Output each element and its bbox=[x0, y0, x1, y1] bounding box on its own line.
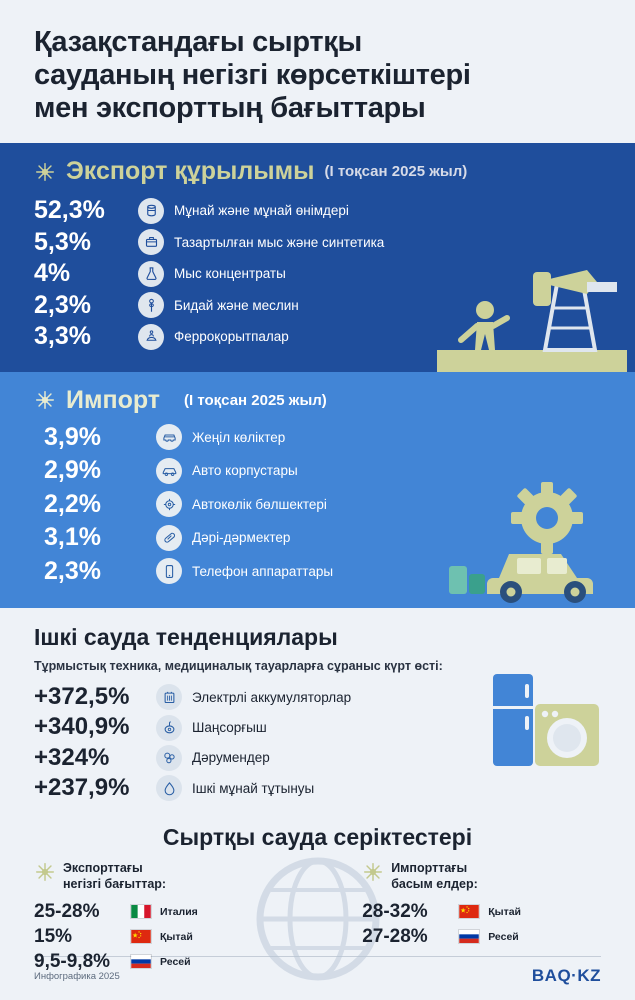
export-label-3: Бидай және меслин bbox=[174, 297, 299, 313]
title-line-3: мен экспорттың бағыттары bbox=[34, 92, 426, 125]
phone-icon bbox=[156, 558, 182, 584]
alloy-icon bbox=[138, 324, 164, 350]
title-line-2: сауданың негізгі көрсеткіштері bbox=[34, 59, 471, 92]
export-value-1: 5,3% bbox=[34, 227, 91, 256]
car-parts-icon bbox=[156, 491, 182, 517]
page-title bbox=[34, 26, 601, 125]
import-partners-heading bbox=[362, 861, 601, 892]
import-partners-heading-text bbox=[391, 861, 478, 892]
table-row bbox=[34, 901, 295, 923]
page-header bbox=[0, 0, 635, 135]
brand-logo: BAQ·KZ bbox=[531, 966, 601, 985]
import-partner-country-0: Қытай bbox=[488, 905, 521, 918]
import-label-1: Авто корпустары bbox=[192, 463, 298, 479]
export-partner-country-1: Қытай bbox=[160, 930, 193, 943]
import-label-4: Телефон аппараттары bbox=[192, 563, 334, 579]
import-label-3: Дәрі-дәрмектер bbox=[192, 530, 291, 546]
export-label-0: Мұнай және мұнай өнімдері bbox=[174, 203, 349, 219]
russia-flag-icon bbox=[458, 929, 480, 944]
vitamins-icon bbox=[156, 745, 182, 771]
snowflake-icon bbox=[34, 861, 56, 883]
export-label-1: Тазартылған мыс және синтетика bbox=[174, 234, 385, 250]
oil-drop-icon bbox=[156, 775, 182, 801]
domestic-title: Ішкі сауда тенденциялары bbox=[34, 624, 338, 651]
pill-icon bbox=[156, 525, 182, 551]
import-label-2: Автокөлік бөлшектері bbox=[192, 496, 327, 512]
battery-icon bbox=[156, 684, 182, 710]
oil-barrel-icon bbox=[138, 198, 164, 224]
list-item bbox=[34, 291, 601, 321]
export-list bbox=[34, 196, 601, 352]
russia-flag-icon bbox=[130, 954, 152, 969]
export-title: Экспорт құрылымы bbox=[66, 157, 315, 186]
export-value-2: 4% bbox=[34, 259, 71, 288]
export-value-3: 2,3% bbox=[34, 290, 91, 319]
domestic-label-1: Шаңсорғыш bbox=[192, 720, 267, 736]
list-item bbox=[34, 259, 601, 289]
domestic-value-2: +324% bbox=[34, 743, 110, 771]
import-partner-value-1: 27-28% bbox=[362, 925, 428, 947]
snowflake-icon bbox=[362, 861, 384, 883]
table-row bbox=[362, 926, 601, 948]
domestic-subtitle: Тұрмыстық техника, медициналық тауарларға сұраныс күрт өсті: bbox=[34, 659, 443, 674]
domestic-value-0: +372,5% bbox=[34, 683, 130, 711]
footer-credit: Инфографика 2025 bbox=[34, 970, 120, 982]
list-item bbox=[34, 557, 601, 587]
car-icon bbox=[156, 424, 182, 450]
flask-icon bbox=[138, 261, 164, 287]
italy-flag-icon bbox=[130, 904, 152, 919]
wheat-icon bbox=[138, 292, 164, 318]
list-item bbox=[34, 490, 601, 520]
table-row bbox=[34, 951, 295, 973]
domestic-list bbox=[34, 683, 601, 802]
vacuum-icon bbox=[156, 715, 182, 741]
table-row bbox=[362, 901, 601, 923]
import-partners-heading-line1: Импорттағы bbox=[391, 861, 468, 876]
list-item bbox=[34, 456, 601, 486]
china-flag-icon bbox=[130, 929, 152, 944]
table-row bbox=[34, 926, 295, 948]
import-label-0: Жеңіл көліктер bbox=[192, 429, 286, 445]
domestic-value-1: +340,9% bbox=[34, 713, 130, 741]
import-section bbox=[0, 372, 635, 609]
export-label-2: Мыс концентраты bbox=[174, 266, 286, 282]
list-item bbox=[34, 713, 601, 741]
import-title: Импорт bbox=[66, 385, 161, 414]
list-item bbox=[34, 523, 601, 553]
import-partner-value-0: 28-32% bbox=[362, 900, 428, 922]
import-partner-country-1: Ресей bbox=[488, 930, 519, 943]
import-partners-heading-line2: басым елдер: bbox=[391, 877, 478, 892]
import-period: (I тоқсан 2025 жыл) bbox=[184, 391, 327, 409]
export-period: (I тоқсан 2025 жыл) bbox=[324, 163, 468, 181]
import-list bbox=[34, 423, 601, 587]
domestic-label-3: Ішкі мұнай тұтынуы bbox=[192, 780, 315, 796]
copper-icon bbox=[138, 229, 164, 255]
trade-partners-section bbox=[0, 814, 635, 975]
export-partner-country-0: Италия bbox=[160, 905, 198, 918]
snowflake-icon bbox=[34, 389, 56, 411]
export-partners-heading-line1: Экспорттағы bbox=[63, 861, 143, 876]
export-partners-column bbox=[34, 861, 295, 975]
export-value-4: 3,3% bbox=[34, 322, 91, 351]
list-item bbox=[34, 774, 601, 802]
import-value-1: 2,9% bbox=[44, 456, 101, 485]
domestic-value-3: +237,9% bbox=[34, 774, 130, 802]
list-item bbox=[34, 423, 601, 453]
partners-columns bbox=[34, 861, 601, 975]
export-partner-country-2: Ресей bbox=[160, 955, 191, 968]
title-line-1: Қазақстандағы сыртқы bbox=[34, 26, 362, 58]
list-item bbox=[34, 322, 601, 352]
import-title-row bbox=[34, 386, 601, 415]
list-item bbox=[34, 744, 601, 772]
export-partner-value-2: 9,5-9,8% bbox=[34, 950, 111, 972]
import-partners-column bbox=[340, 861, 601, 975]
export-partner-value-0: 25-28% bbox=[34, 900, 100, 922]
list-item bbox=[34, 228, 601, 258]
import-value-3: 3,1% bbox=[44, 523, 101, 552]
domestic-label-2: Дәрумендер bbox=[192, 750, 270, 766]
partners-title: Сыртқы сауда серіктестері bbox=[162, 824, 473, 851]
car-body-icon bbox=[156, 458, 182, 484]
import-value-2: 2,2% bbox=[44, 489, 101, 518]
export-partners-heading-text bbox=[63, 861, 166, 892]
import-value-0: 3,9% bbox=[44, 422, 101, 451]
export-partners-heading bbox=[34, 861, 295, 892]
domestic-label-0: Электрлі аккумуляторлар bbox=[192, 689, 352, 705]
snowflake-icon bbox=[34, 161, 56, 183]
list-item bbox=[34, 683, 601, 711]
export-label-4: Ферроқорытпалар bbox=[174, 329, 289, 345]
import-value-4: 2,3% bbox=[44, 556, 101, 585]
export-title-row bbox=[34, 157, 601, 186]
export-partners-heading-line2: негізгі бағыттар: bbox=[63, 877, 167, 892]
china-flag-icon bbox=[458, 904, 480, 919]
export-section bbox=[0, 143, 635, 372]
export-partner-value-1: 15% bbox=[34, 925, 73, 947]
list-item bbox=[34, 196, 601, 226]
domestic-trade-section bbox=[0, 608, 635, 814]
export-value-0: 52,3% bbox=[34, 196, 105, 225]
